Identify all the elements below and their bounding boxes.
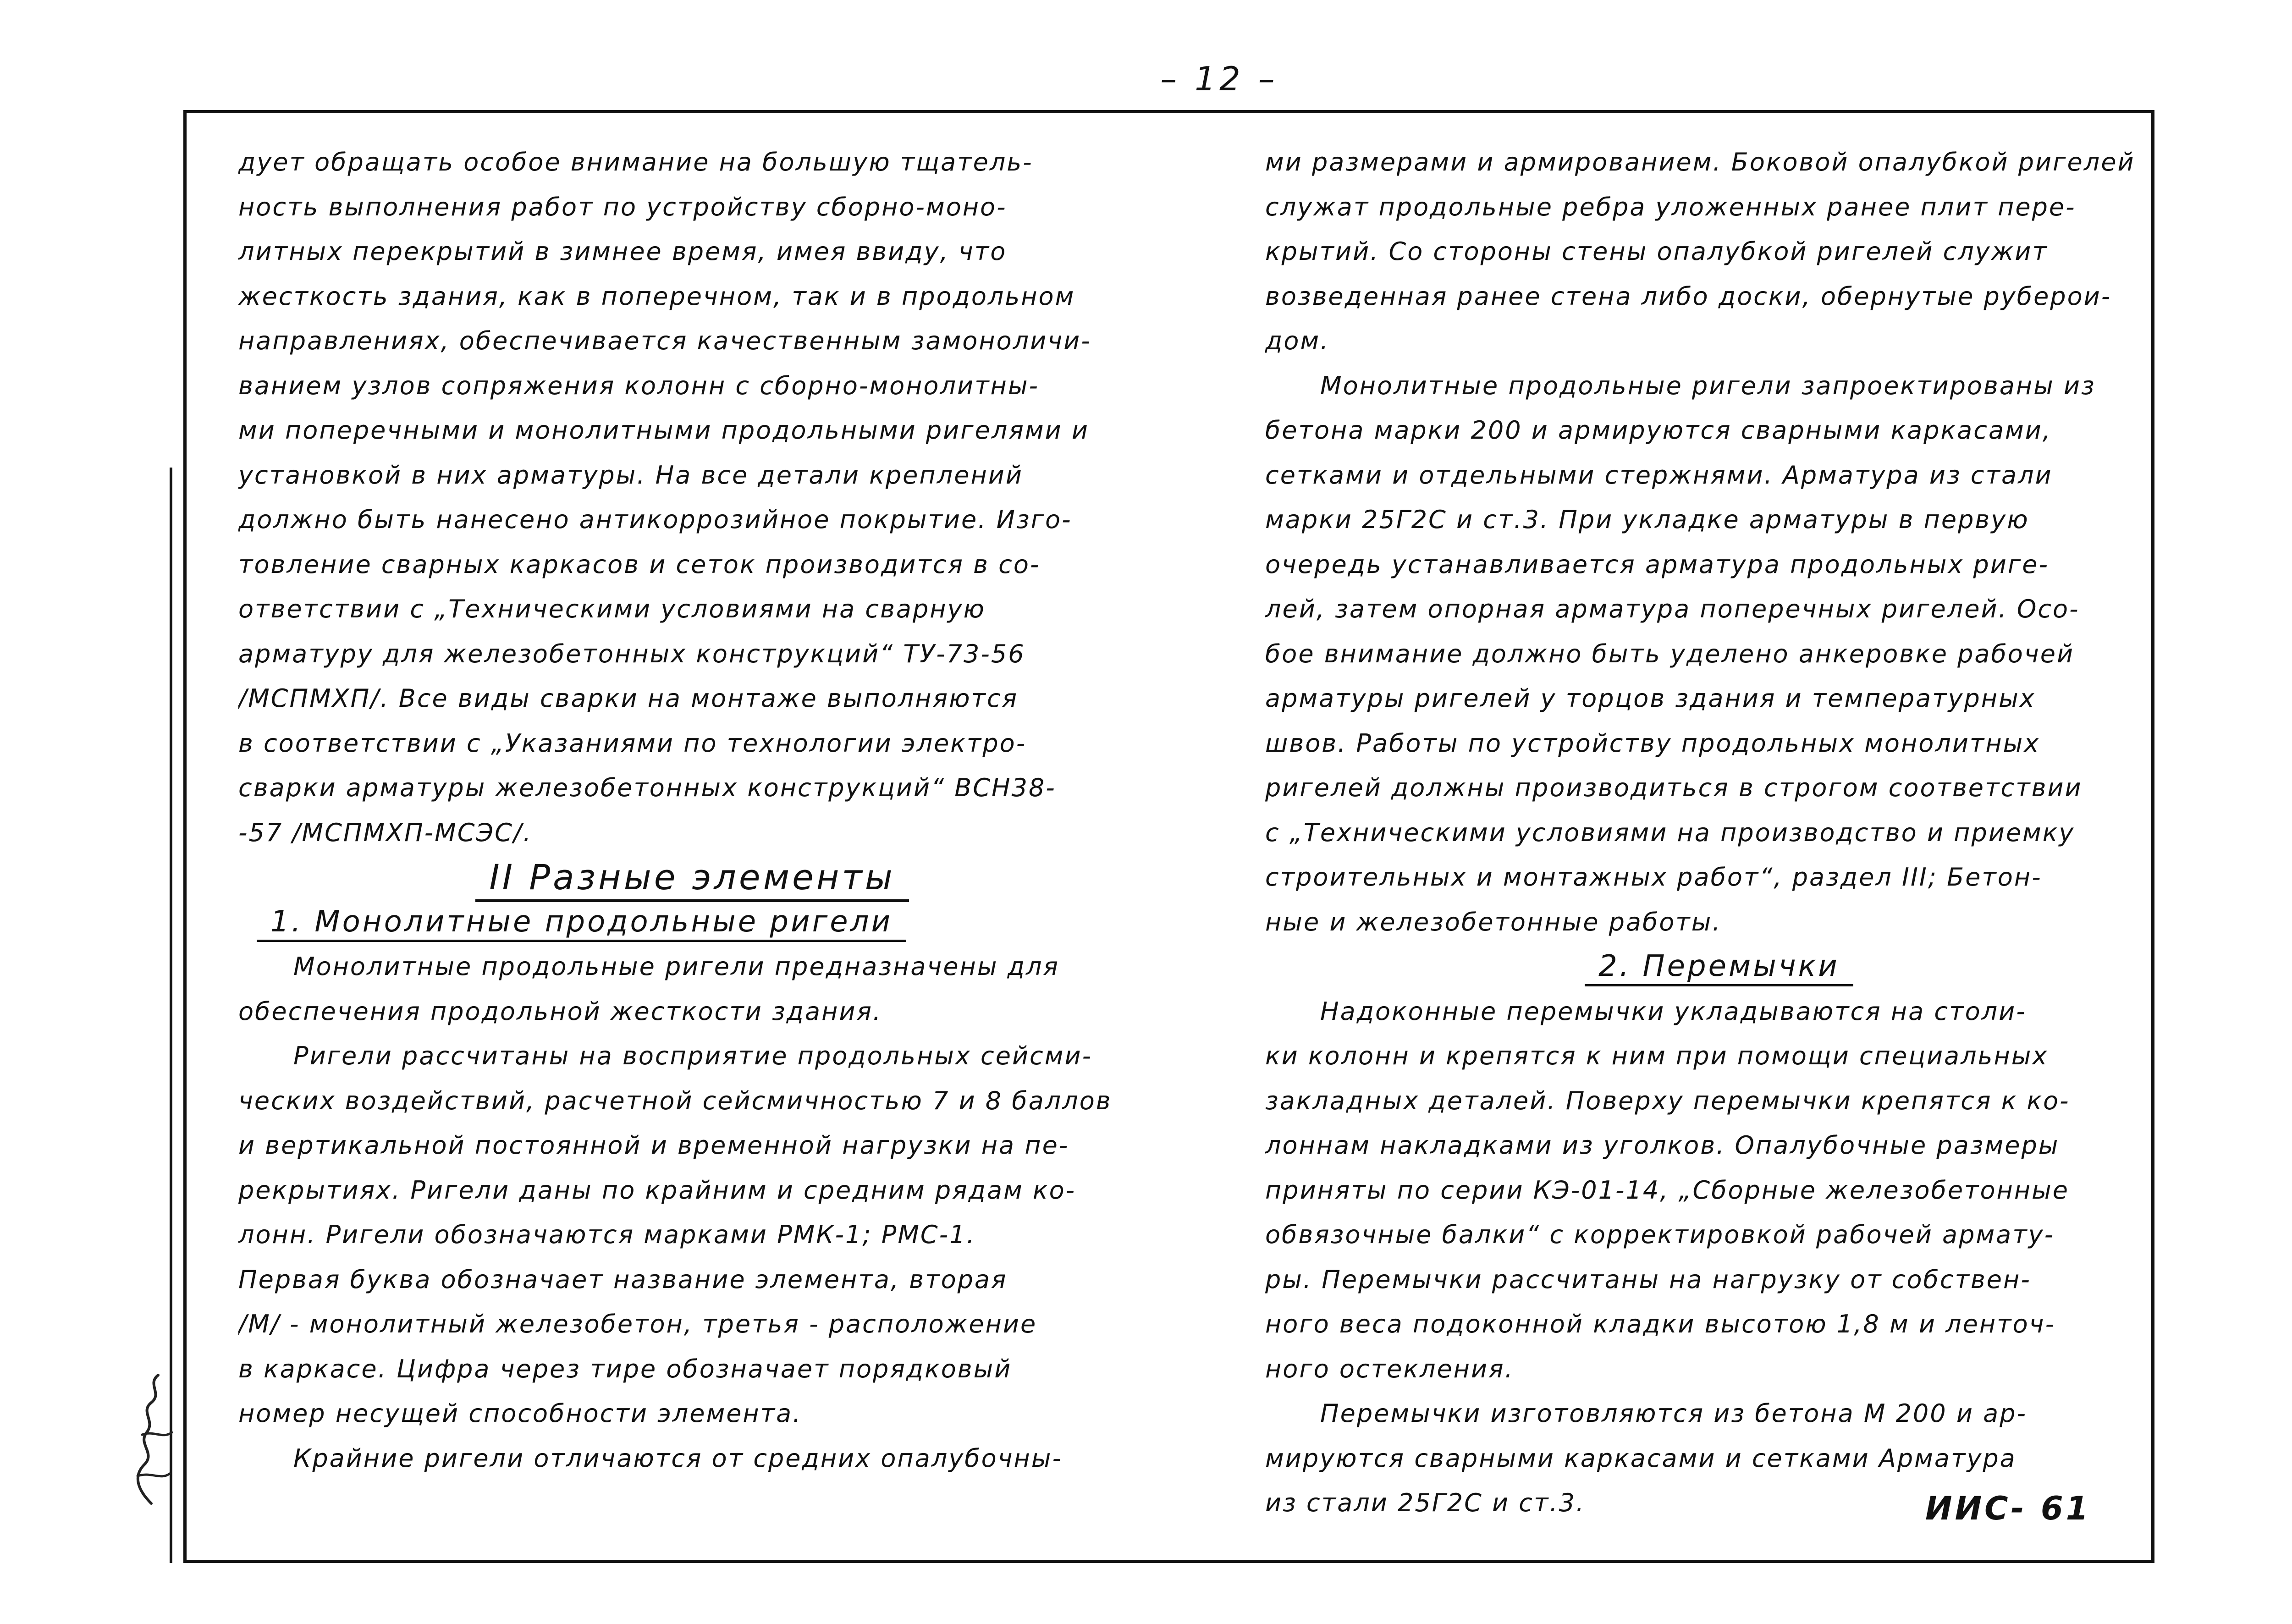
text-line: ванием узлов сопряжения колонн с сборно-монолитны- — [238, 371, 1039, 400]
text-line: служат продольные ребра уложенных ранее плит пере- — [1265, 192, 2076, 221]
section-title: II Разные элементы — [475, 857, 909, 902]
text-line: с „Техническими условиями на производство и приемку — [1265, 818, 2075, 847]
text-line: мируются сварными каркасами и сетками Арматура — [1265, 1443, 2017, 1473]
text-line: лонн. Ригели обозначаются марками РМК-1; РМС-1. — [238, 1220, 976, 1249]
text-line: ность выполнения работ по устройству сборно-моно- — [238, 192, 1007, 221]
right-column — [1265, 140, 2173, 1525]
text-line: товление сварных каркасов и сеток производится в со- — [238, 550, 1041, 579]
text-line: ные и железобетонные работы. — [1265, 907, 1722, 936]
text-line: Крайние ригели отличаются от средних опалубочны- — [293, 1443, 1063, 1473]
text-line: ки колонн и крепятся к ним при помощи специальных — [1265, 1041, 2049, 1070]
subsection-title: 2. Перемычки — [1585, 949, 1853, 986]
text-line: номер несущей способности элемента. — [238, 1399, 802, 1428]
series-code: ИИС- 61 — [1925, 1490, 2091, 1527]
text-line: арматуру для железобетонных конструкций“ ТУ-73-56 — [238, 639, 1025, 668]
text-line: очередь устанавливается арматура продольных риге- — [1265, 550, 2049, 579]
text-line: рекрытиях. Ригели даны по крайним и средним рядам ко- — [238, 1175, 1076, 1205]
text-line: Перемычки изготовляются из бетона М 200 и ар- — [1320, 1399, 2027, 1428]
page-number: – 12 – — [1160, 60, 1278, 98]
text-line: Надоконные перемычки укладываются на столи- — [1320, 996, 2027, 1026]
text-line: сварки арматуры железобетонных конструкций“ ВСН38- — [238, 773, 1056, 802]
text-line: Монолитные продольные ригели запроектированы из — [1320, 371, 2096, 400]
text-line: /МСПМХП/. Все виды сварки на монтаже выполняются — [238, 684, 1019, 713]
text-line: обвязочные балки“ с корректировкой рабочей армату- — [1265, 1220, 2055, 1249]
text-line: обеспечения продольной жесткости здания. — [238, 996, 882, 1026]
text-line: ческих воздействий, расчетной сейсмичностью 7 и 8 баллов — [238, 1086, 1112, 1115]
text-line: установкой в них арматуры. На все детали креплений — [238, 460, 1023, 490]
text-line: сетками и отдельными стержнями. Арматура из стали — [1265, 460, 2053, 490]
text-line: в соответствии с „Указаниями по технологии электро- — [238, 728, 1027, 758]
text-line: Ригели рассчитаны на восприятие продольных сейсми- — [293, 1041, 1093, 1070]
text-line: -57 /МСПМХП-МСЭС/. — [238, 818, 533, 847]
section-heading — [238, 855, 1146, 900]
text-line: ответствии с „Техническими условиями на сварную — [238, 595, 986, 623]
text-line: бетона марки 200 и армируются сварными каркасами, — [1265, 416, 2052, 445]
text-line: Первая буква обозначает название элемента, вторая — [238, 1265, 1008, 1294]
text-line: Монолитные продольные ригели предназначены для — [293, 952, 1059, 981]
text-line: в каркасе. Цифра через тире обозначает порядковый — [238, 1354, 1012, 1383]
text-line: ми поперечными и монолитными продольными ригелями и — [238, 416, 1089, 445]
text-line: из стали 25Г2С и ст.3. — [1265, 1488, 1586, 1517]
text-line: дует обращать особое внимание на большую тщатель- — [238, 148, 1033, 176]
text-line: должно быть нанесено антикоррозийное покрытие. Изго- — [238, 505, 1072, 534]
text-line: швов. Работы по устройству продольных монолитных — [1265, 728, 2040, 758]
text-line: лоннам накладками из уголков. Опалубочные размеры — [1265, 1131, 2060, 1160]
text-line: крытий. Со стороны стены опалубкой ригелей служит — [1265, 237, 2048, 266]
text-line: бое внимание должно быть уделено анкеровке рабочей — [1265, 639, 2075, 668]
text-line: ры. Перемычки рассчитаны на нагрузку от собствен- — [1265, 1265, 2031, 1294]
text-line: марки 25Г2С и ст.3. При укладке арматуры в первую — [1265, 505, 2029, 534]
text-line: ного веса подоконной кладки высотою 1,8 м и ленточ- — [1265, 1310, 2056, 1338]
text-line: лей, затем опорная арматура поперечных ригелей. Осо- — [1265, 595, 2080, 623]
text-line: направлениях, обеспечивается качественным замоноличи- — [238, 326, 1091, 355]
text-line: литных перекрытий в зимнее время, имея ввиду, что — [238, 237, 1007, 266]
text-line: /М/ - монолитный железобетон, третья - расположение — [238, 1310, 1037, 1338]
text-line: жесткость здания, как в поперечном, так и в продольном — [238, 281, 1075, 311]
text-line: ми размерами и армированием. Боковой опалубкой ригелей — [1265, 148, 2135, 176]
text-line: и вертикальной постоянной и временной нагрузки на пе- — [238, 1131, 1069, 1160]
text-line: закладных деталей. Поверху перемычки крепятся к ко- — [1265, 1086, 2070, 1115]
signature-icon — [119, 1366, 183, 1513]
text-line: ного остекления. — [1265, 1354, 1514, 1383]
subsection-title: 1. Монолитные продольные ригели — [257, 905, 906, 942]
subsection-heading — [238, 900, 1146, 945]
text-line: ригелей должны производиться в строгом соответствии — [1265, 773, 2083, 802]
text-line: дом. — [1265, 326, 1330, 355]
text-line: приняты по серии КЭ-01-14, „Сборные железобетонные — [1265, 1175, 2070, 1205]
text-line: строительных и монтажных работ“, раздел III; Бетон- — [1265, 863, 2042, 892]
left-column — [238, 140, 1146, 1481]
subsection-heading — [1265, 944, 2173, 989]
text-line: возведенная ранее стена либо доски, обернутые руберои- — [1265, 281, 2112, 311]
text-line: арматуры ригелей у торцов здания и температурных — [1265, 684, 2036, 713]
